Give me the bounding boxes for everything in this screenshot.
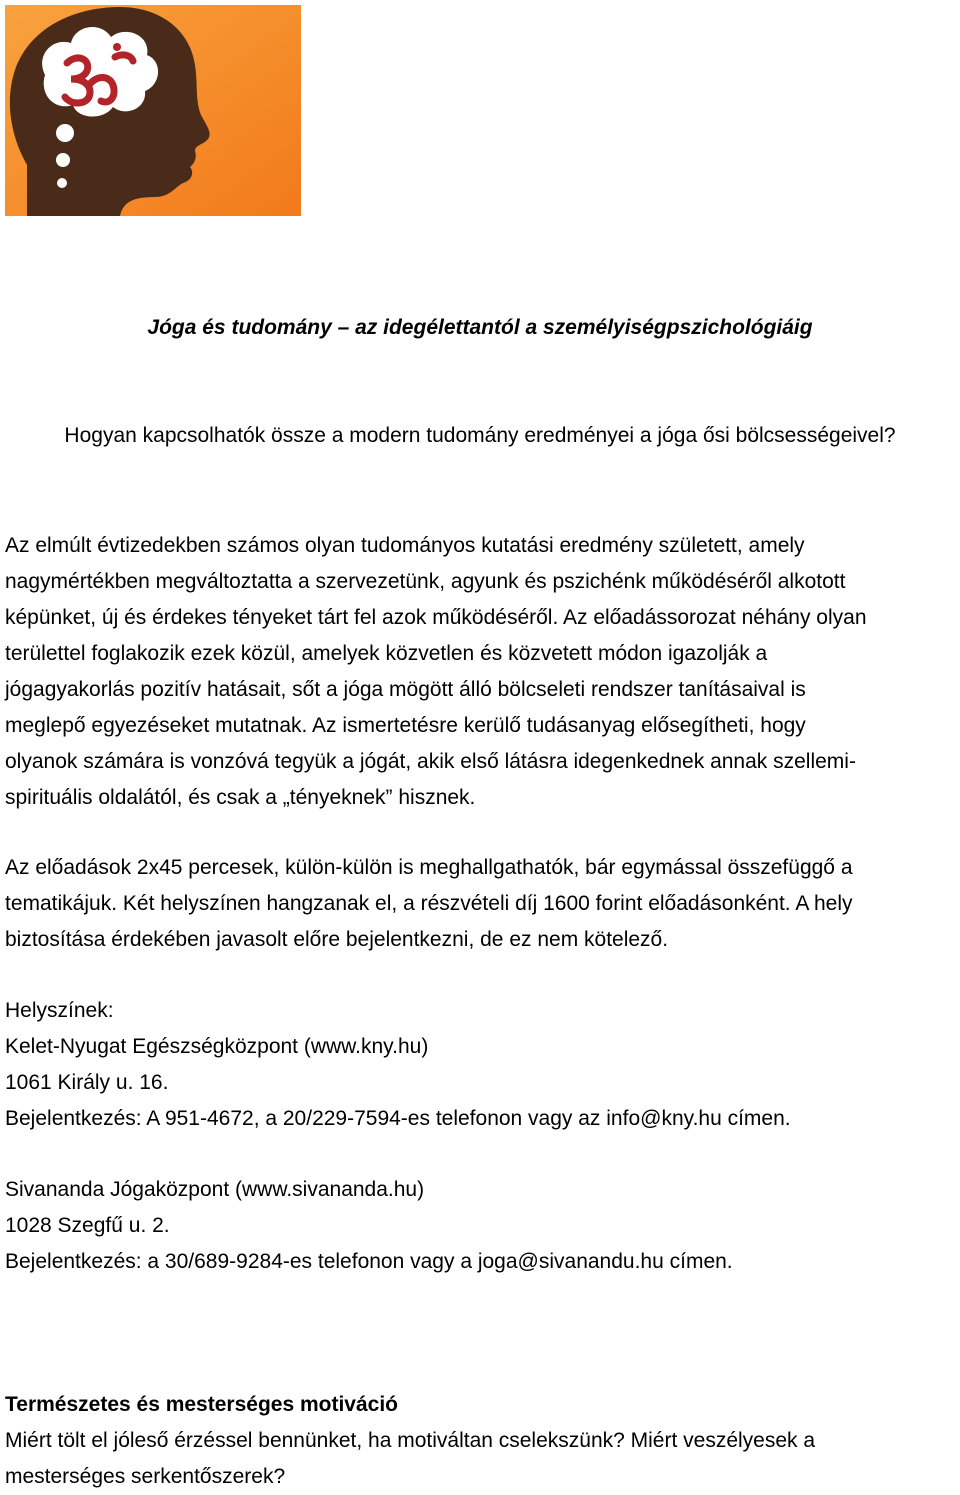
text-line: biztosítása érdekében javasolt előre bejelentkezni, de ez nem kötelező. [5,928,669,951]
text-line: tematikájuk. Két helyszínen hangzanak el, a részvételi díj 1600 forint előadásonként. A hely [5,892,853,915]
text-line: jógagyakorlás pozitív hatásait, sőt a jóga mögött álló bölcseleti rendszer tanításaival is [5,678,806,701]
venues-block [5,993,955,1137]
page-title: Jóga és tudomány – az idegélettantól a személyiségpszichológiáig [147,316,813,339]
page-subtitle: Hogyan kapcsolhatók össze a modern tudomány eredményei a jóga ősi bölcsességeivel? [64,424,896,447]
text-line: Miért tölt el jóleső érzéssel bennünket, ha motiváltan cselekszünk? Miért veszélyesek a [5,1429,816,1452]
venue-address: 1061 Király u. 16. [5,1071,169,1094]
text-line: mesterséges serkentőszerek? [5,1465,286,1488]
venue-name: Kelet-Nyugat Egészségközpont (www.kny.hu) [5,1035,429,1058]
text-line: nagymértékben megváltoztatta a szervezetünk, agyunk és pszichénk működéséről alkotott [5,570,846,593]
text-line: Az előadások 2x45 percesek, külön-külön is meghallgathatók, bár egymással összefüggő a [5,856,853,879]
intro-paragraph [5,528,955,816]
venue-name: Sivananda Jógaközpont (www.sivananda.hu) [5,1178,425,1201]
text-line: olyanok számára is vonzóvá tegyük a jógát, akik első látásra idegenkednek annak szellemi- [5,750,856,773]
om-head-icon [5,5,301,216]
section-heading: Természetes és mesterséges motiváció [5,1393,398,1416]
text-line: Az elmúlt évtizedekben számos olyan tudományos kutatási eredmény született, amely [5,534,805,557]
venues-heading: Helyszínek: [5,999,114,1022]
text-line: területtel foglakozik ezek közül, amelyek közvetlen és közvetett módon igazolják a [5,642,768,665]
text-line: spirituális oldalától, és csak a „tényeknek” hisznek. [5,786,476,809]
venue-contact: Bejelentkezés: A 951-4672, a 20/229-7594-es telefonon vagy az info@kny.hu címen. [5,1107,791,1130]
lecture-section [5,1387,955,1495]
text-line: képünket, új és érdekes tényeket tárt fel azok működéséről. Az előadássorozat néhány olyan [5,606,867,629]
text-line: meglepő egyezéseket mutatnak. Az ismertetésre kerülő tudásanyag elősegítheti, hogy [5,714,806,737]
details-paragraph [5,850,955,958]
venue-contact: Bejelentkezés: a 30/689-9284-es telefonon vagy a joga@sivanandu.hu címen. [5,1250,733,1273]
venue-address: 1028 Szegfű u. 2. [5,1214,170,1237]
venue-2-block [5,1172,955,1280]
